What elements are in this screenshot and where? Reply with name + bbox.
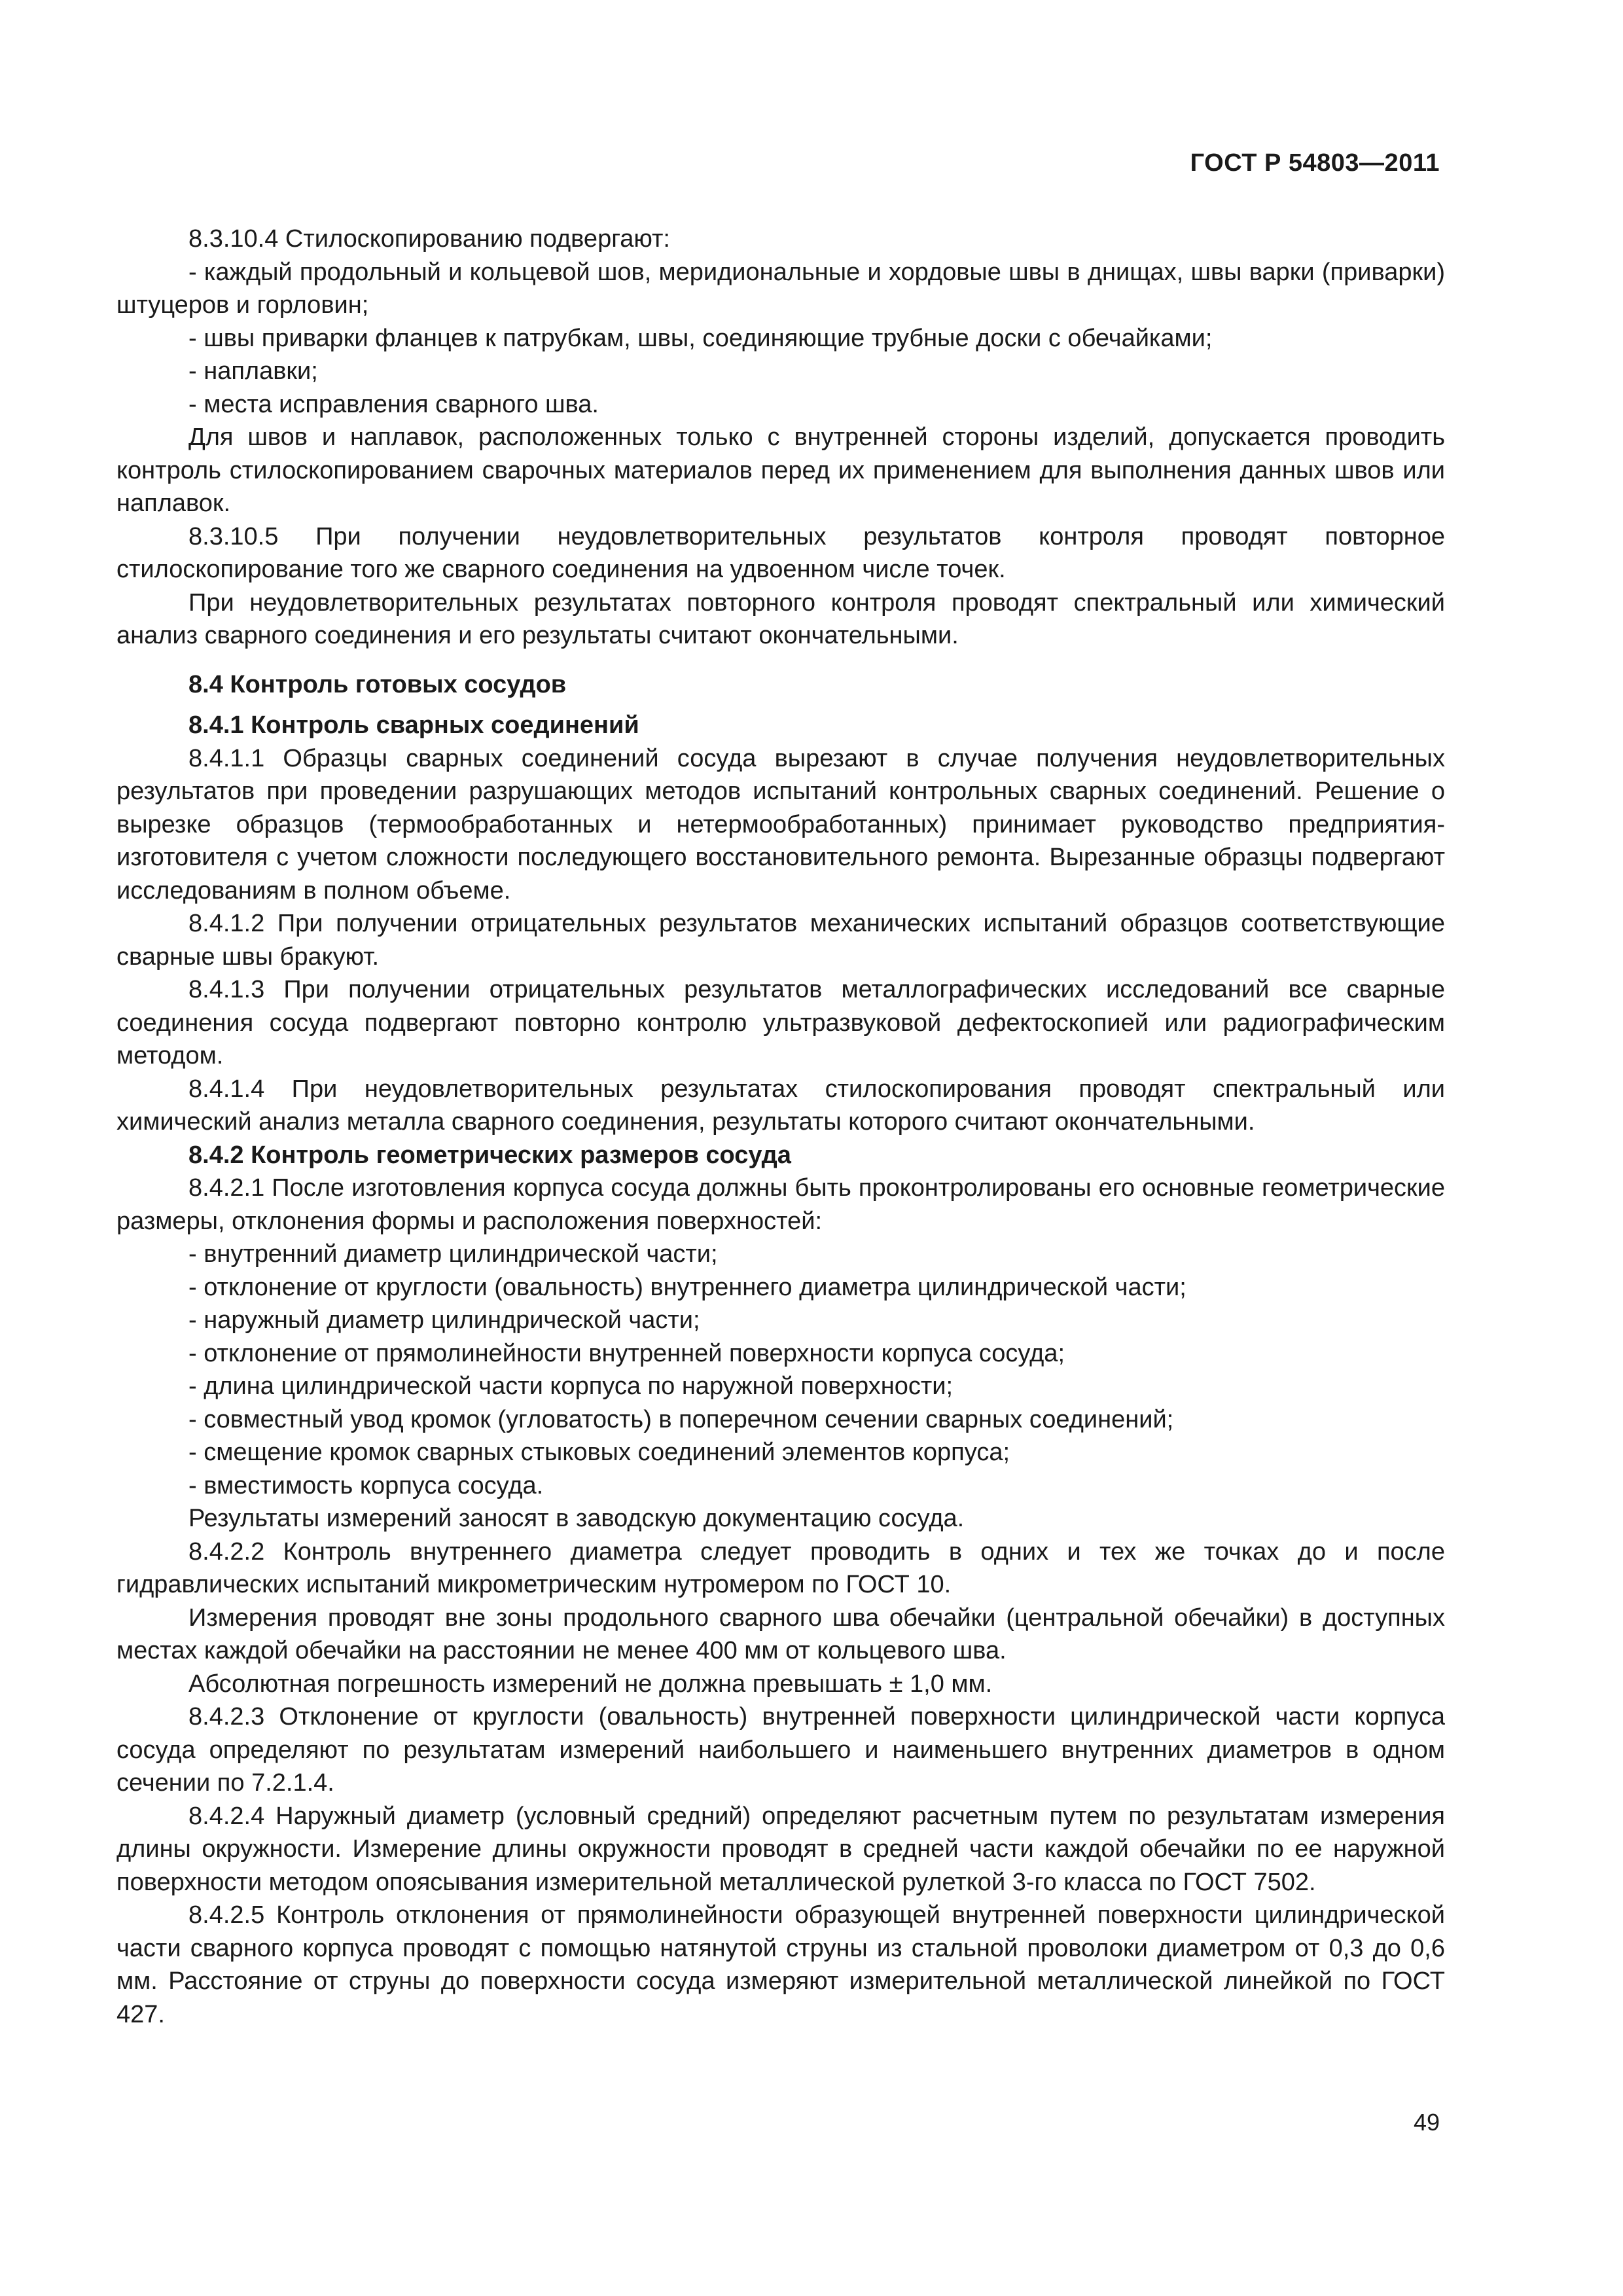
paragraph: Результаты измерений заносят в заводскую документацию сосуда. [188,1505,965,1532]
paragraph: Измерения проводят вне зоны продольного сварного шва обечайки (центральной обечайки) в доступных местах каждой обечайки на расстоянии не менее 400 мм от кольцевого шва. [116,1604,1445,1664]
list-item: - места исправления сварного шва. [188,390,599,418]
list-item: - наплавки; [188,357,318,385]
paragraph: 8.4.2.2 Контроль внутреннего диаметра следует проводить в одних и тех же точках до и после гидравлических испытаний микрометрическим нутромером по ГОСТ 10. [116,1537,1445,1598]
section-heading: 8.4 Контроль готовых сосудов [188,670,567,698]
paragraph: 8.4.1.1 Образцы сварных соединений сосуда вырезают в случае получения неудовлетворительных результатов при проведении разрушающих методов испытаний контрольных сварных соединений. Решение о вырезке образцов (термообработанных и нетермообработанных) принимает руководство предприятия-изготовителя с учетом сложности последующего восстановительного ремонта. Вырезанные образцы подвергают исследованиям в полном объеме. [116,744,1445,905]
list-item: - длина цилиндрической части корпуса по наружной поверхности; [188,1372,954,1400]
paragraph: При неудовлетворительных результатах повторного контроля проводят спектральный или химический анализ сварного соединения и его результаты считают окончательными. [116,588,1445,649]
paragraph: 8.4.1.3 При получении отрицательных результатов металлографических исследований все сварные соединения сосуда подвергают повторно контролю ультразвуковой дефектоскопией или радиографическим методом. [116,976,1445,1069]
list-item: - каждый продольный и кольцевой шов, меридиональные и хордовые швы в днищах, швы варки (приварки) штуцеров и горловин; [116,258,1445,319]
paragraph: Абсолютная погрешность измерений не должна превышать ± 1,0 мм. [188,1670,993,1698]
list-item: - швы приварки фланцев к патрубкам, швы, соединяющие трубные доски с обечайками; [188,324,1213,352]
page-number: 49 [1413,2109,1440,2136]
list-item: - отклонение от прямолинейности внутренней поверхности корпуса сосуда; [188,1339,1065,1367]
paragraph: 8.4.1.2 При получении отрицательных результатов механических испытаний образцов соответствующие сварные швы бракуют. [116,910,1445,971]
document-body [116,223,1445,2031]
list-item: - отклонение от круглости (овальность) внутреннего диаметра цилиндрической части; [188,1273,1186,1301]
list-item: - вместимость корпуса сосуда. [188,1471,544,1499]
paragraph: 8.3.10.4 Стилоскопированию подвергают: [188,225,670,253]
paragraph: Для швов и наплавок, расположенных только с внутренней стороны изделий, допускается проводить контроль стилоскопированием сварочных материалов перед их применением для выполнения данных швов или наплавок. [116,423,1445,517]
paragraph: 8.4.1.4 При неудовлетворительных результатах стилоскопирования проводят спектральный или химический анализ металла сварного соединения, результаты которого считают окончательными. [116,1075,1445,1136]
subsection-heading: 8.4.1 Контроль сварных соединений [188,711,639,739]
paragraph: 8.4.2.3 Отклонение от круглости (овальность) внутренней поверхности цилиндрической части корпуса сосуда определяют по результатам измерений наибольшего и наименьшего внутренних диаметров в одном сечении по 7.2.1.4. [116,1703,1445,1797]
paragraph: 8.3.10.5 При получении неудовлетворительных результатов контроля проводят повторное стилоскопирование того же сварного соединения на удвоенном числе точек. [116,522,1445,583]
list-item: - совместный увод кромок (угловатость) в поперечном сечении сварных соединений; [188,1405,1174,1433]
paragraph: 8.4.2.4 Наружный диаметр (условный средний) определяют расчетным путем по результатам измерения длины окружности. Измерение длины окружности проводят в средней части каждой обечайки по ее наружной поверхности методом опоясывания измерительной металлической рулеткой 3-го класса по ГОСТ 7502. [116,1802,1445,1896]
paragraph: 8.4.2.5 Контроль отклонения от прямолинейности образующей внутренней поверхности цилиндрической части сварного корпуса проводят с помощью натянутой струны из стальной проволоки диаметром от 0,3 до 0,6 мм. Расстояние от струны до поверхности сосуда измеряют измерительной металлической линейкой по ГОСТ 427. [116,1901,1445,2028]
document-header: ГОСТ Р 54803—2011 [1190,149,1440,177]
list-item: - наружный диаметр цилиндрической части; [188,1306,700,1334]
list-item: - смещение кромок сварных стыковых соединений элементов корпуса; [188,1439,1010,1466]
list-item: - внутренний диаметр цилиндрической части; [188,1240,718,1268]
paragraph: 8.4.2.1 После изготовления корпуса сосуда должны быть проконтролированы его основные геометрические размеры, отклонения формы и расположения поверхностей: [116,1174,1445,1235]
subsection-heading: 8.4.2 Контроль геометрических размеров сосуда [188,1141,791,1169]
